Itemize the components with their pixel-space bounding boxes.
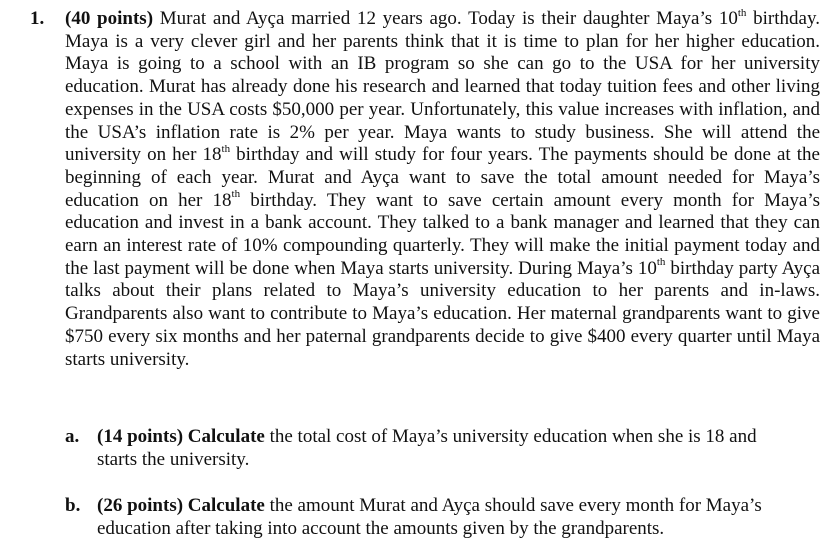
question-text-5: birthday party Ayça talks about their plans related to Maya’s university education to her parents and in-laws. Grandparents also want to contribute to Maya’s education. Her maternal grandparents want to give $750 every six months and her paternal grandparents decide to give $400 every quarter until Maya starts university. [65, 257, 820, 370]
question-number: 1. [30, 8, 45, 29]
question-body [65, 8, 820, 371]
part-b-body: the amount Murat and Ayça should save every month for Maya’s education after taking into account the amounts given by the grandparents. [97, 495, 762, 539]
ordinal-suffix: th [221, 142, 231, 155]
question-points: (40 points) [65, 8, 154, 29]
part-b-letter: b. [65, 495, 81, 516]
part-b-points: (26 points) Calculate [97, 495, 265, 516]
question-text-3: birthday and will study for four years. The payments should be done at the beginning of each year. Murat and Ayça want to save the total amount needed for Maya’s education on her 18 [65, 144, 820, 211]
question-1 [30, 8, 820, 371]
part-a [65, 426, 800, 471]
ordinal-suffix: th [231, 188, 241, 201]
question-text-4: birthday. They want to save certain amount every month for Maya’s education and invest in a bank account. They talked to a bank manager and learned that they can earn an interest rate of 10% compounding quarterly. They will make the initial payment today and the last payment will be done when Maya starts university. During Maya’s 10 [65, 189, 821, 279]
ordinal-suffix: th [656, 256, 666, 269]
part-b-text [97, 495, 800, 540]
part-a-letter: a. [65, 426, 80, 447]
part-a-body: the total cost of Maya’s university education when she is 18 and starts the university. [97, 426, 757, 470]
part-b [65, 495, 800, 540]
ordinal-suffix: th [737, 6, 747, 19]
part-a-text [97, 426, 800, 471]
part-a-points: (14 points) Calculate [97, 426, 265, 447]
question-text-2: birthday. Maya is a very clever girl and her parents think that it is time to plan for her higher education. Maya is going to a school with an IB program so she can go to the USA for her university education. Murat has already done his research and learned that today tuition fees and other living expenses in the USA costs $50,000 per year. Unfortunately, this value increases with inflation, and the USA’s inflation rate is 2% per year. Maya wants to study business. She will attend the university on her 18 [65, 8, 820, 166]
question-text-1: Murat and Ayça married 12 years ago. Today is their daughter Maya’s 10 [153, 8, 738, 29]
